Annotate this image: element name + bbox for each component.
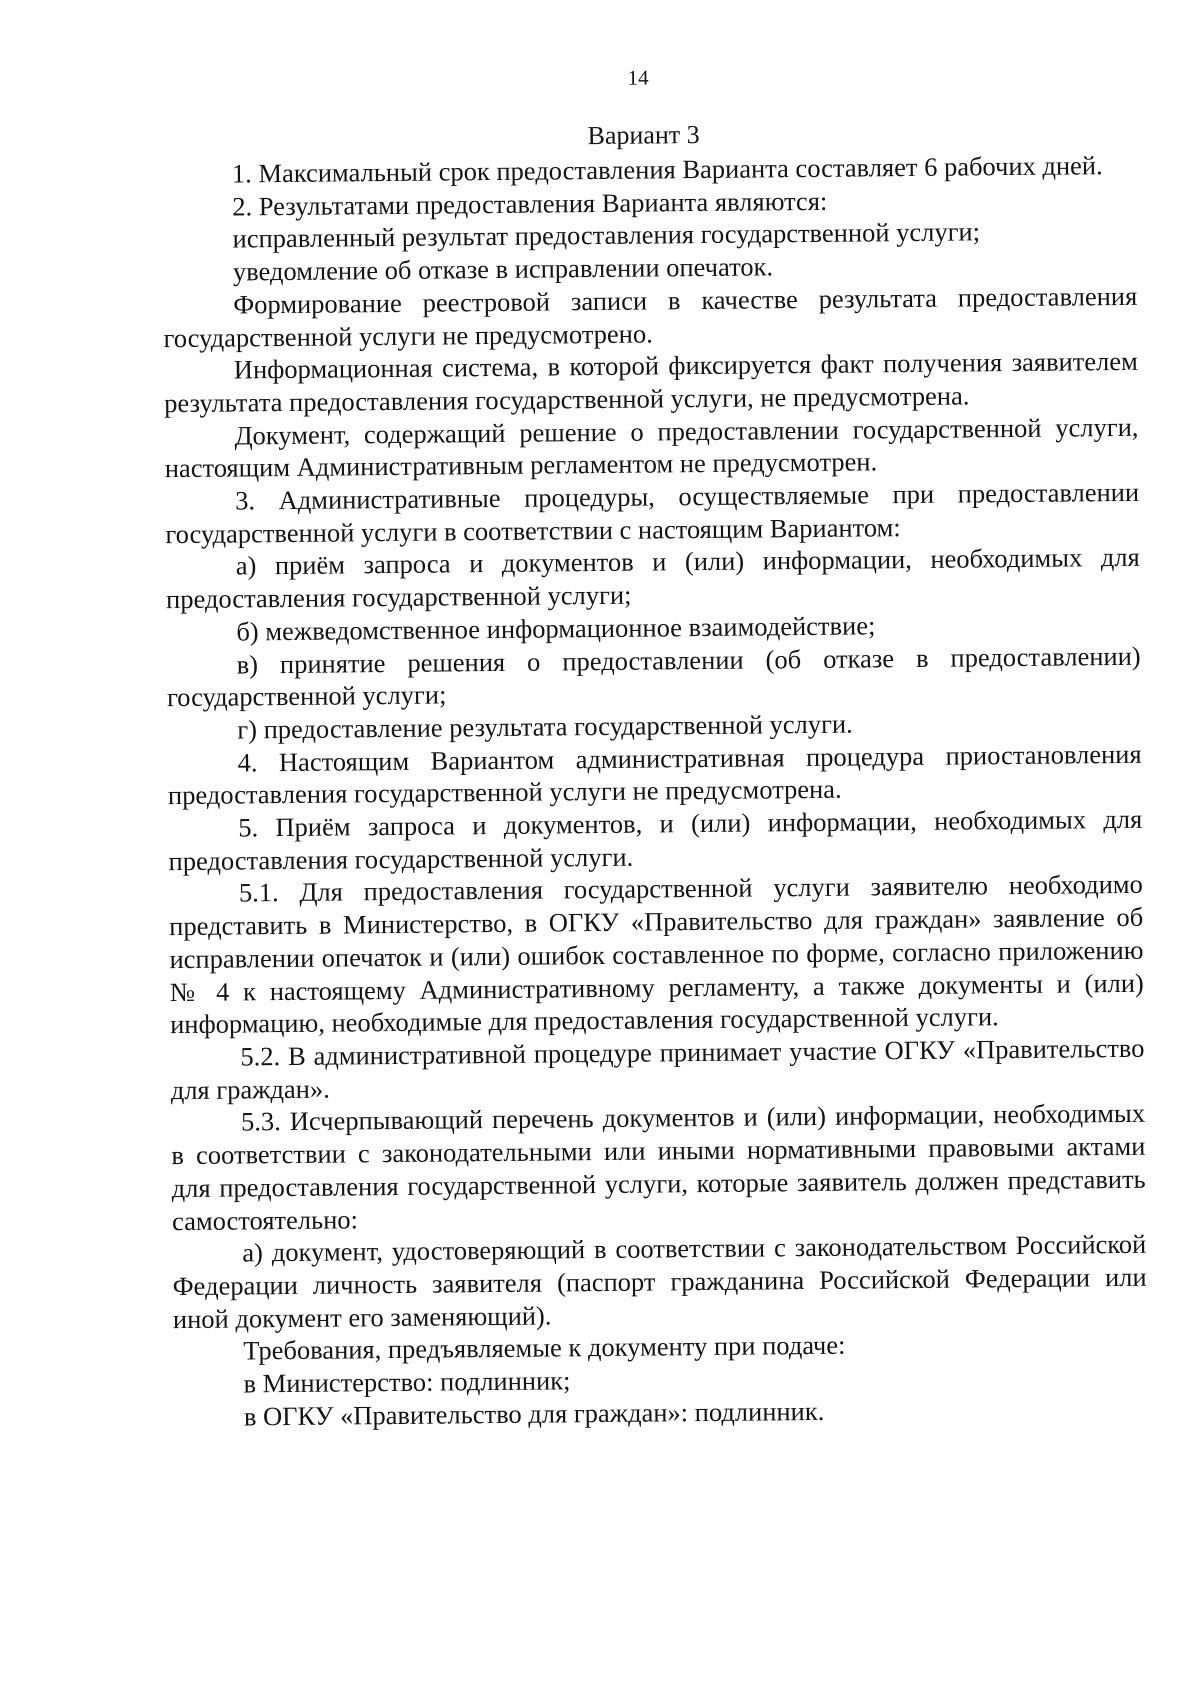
paragraph-5-reception: 5. Приём запроса и документов, и (или) информации, необходимых для предоставления государственной услуги.	[168, 803, 1143, 876]
paragraph-information-system: Информационная система, в которой фиксируется факт получения заявителем результата предоставления государственной услуги, не предусмотрена.	[164, 346, 1138, 419]
requirement-ministry: в Министерство: подлинник;	[243, 1365, 571, 1399]
paragraph-2-results: 2. Результатами предоставления Варианта являются:	[232, 185, 828, 222]
paragraph-5-2: 5.2. В административной процедуре принимает участие ОГКУ «Правительство для граждан».	[170, 1032, 1145, 1105]
paragraph-decision-document: Документ, содержащий решение о предоставлении государственной услуги, настоящим Административным регламентом не предусмотрен.	[164, 411, 1139, 484]
page-number: 14	[627, 65, 649, 90]
procedure-item-g: г) предоставление результата государственной услуги.	[237, 708, 853, 745]
paragraph-1-max-term: 1. Максимальный срок предоставления Варианта составляет 6 рабочих дней.	[231, 150, 1103, 189]
paragraph-registry-record: Формирование реестровой записи в качестве результата предоставления государственной услуги не предусмотрено.	[163, 280, 1138, 353]
requirement-ogku: в ОГКУ «Правительство для граждан»: подлинник.	[243, 1395, 825, 1432]
procedure-item-v: в) принятие решения о предоставлении (об отказе в предоставлении) государственной услуги;	[166, 640, 1141, 713]
section-title: Вариант 3	[587, 120, 700, 151]
paragraph-requirements: Требования, предъявляемые к документу при подаче:	[243, 1329, 846, 1366]
document-item-a: а) документ, удостоверяющий в соответствии с законодательством Российской Федерации личность заявителя (паспорт гражданина Российской Федерации или иной документ его заменяющий).	[172, 1228, 1147, 1334]
document-body	[162, 149, 1148, 1434]
paragraph-4-suspension: 4. Настоящим Вариантом административная процедура приостановления предоставления государственной услуги не предусмотрена.	[167, 738, 1142, 811]
paragraph-5-1: 5.1. Для предоставления государственной услуги заявителю необходимо представить в Министерство, в ОГКУ «Правительство для граждан» заявление об исправлении опечаток и (или) ошибок составленное по форме, согласно приложению № 4 к настоящему Административному регламенту, а также документы и (или) информацию, необходимые для предоставления государственной услуги.	[169, 869, 1144, 1040]
paragraph-5-3: 5.3. Исчерпывающий перечень документов и (или) информации, необходимых в соответствии с законодательными или иными нормативными правовыми актами для предоставления государственной услуги, которые заявитель должен представить самостоятельно:	[171, 1098, 1146, 1236]
result-item-corrected: исправленный результат предоставления государственной услуги;	[232, 216, 981, 254]
procedure-item-b: б) межведомственное информационное взаимодействие;	[236, 610, 876, 647]
paragraph-3-procedures: 3. Административные процедуры, осуществляемые при предоставлении государственной услуги в соответствии с настоящим Вариантом:	[165, 476, 1140, 549]
procedure-item-a: а) приём запроса и документов и (или) информации, необходимых для предоставления государственной услуги;	[165, 542, 1140, 615]
result-item-refusal: уведомление об отказе в исправлении опечаток.	[232, 251, 774, 287]
